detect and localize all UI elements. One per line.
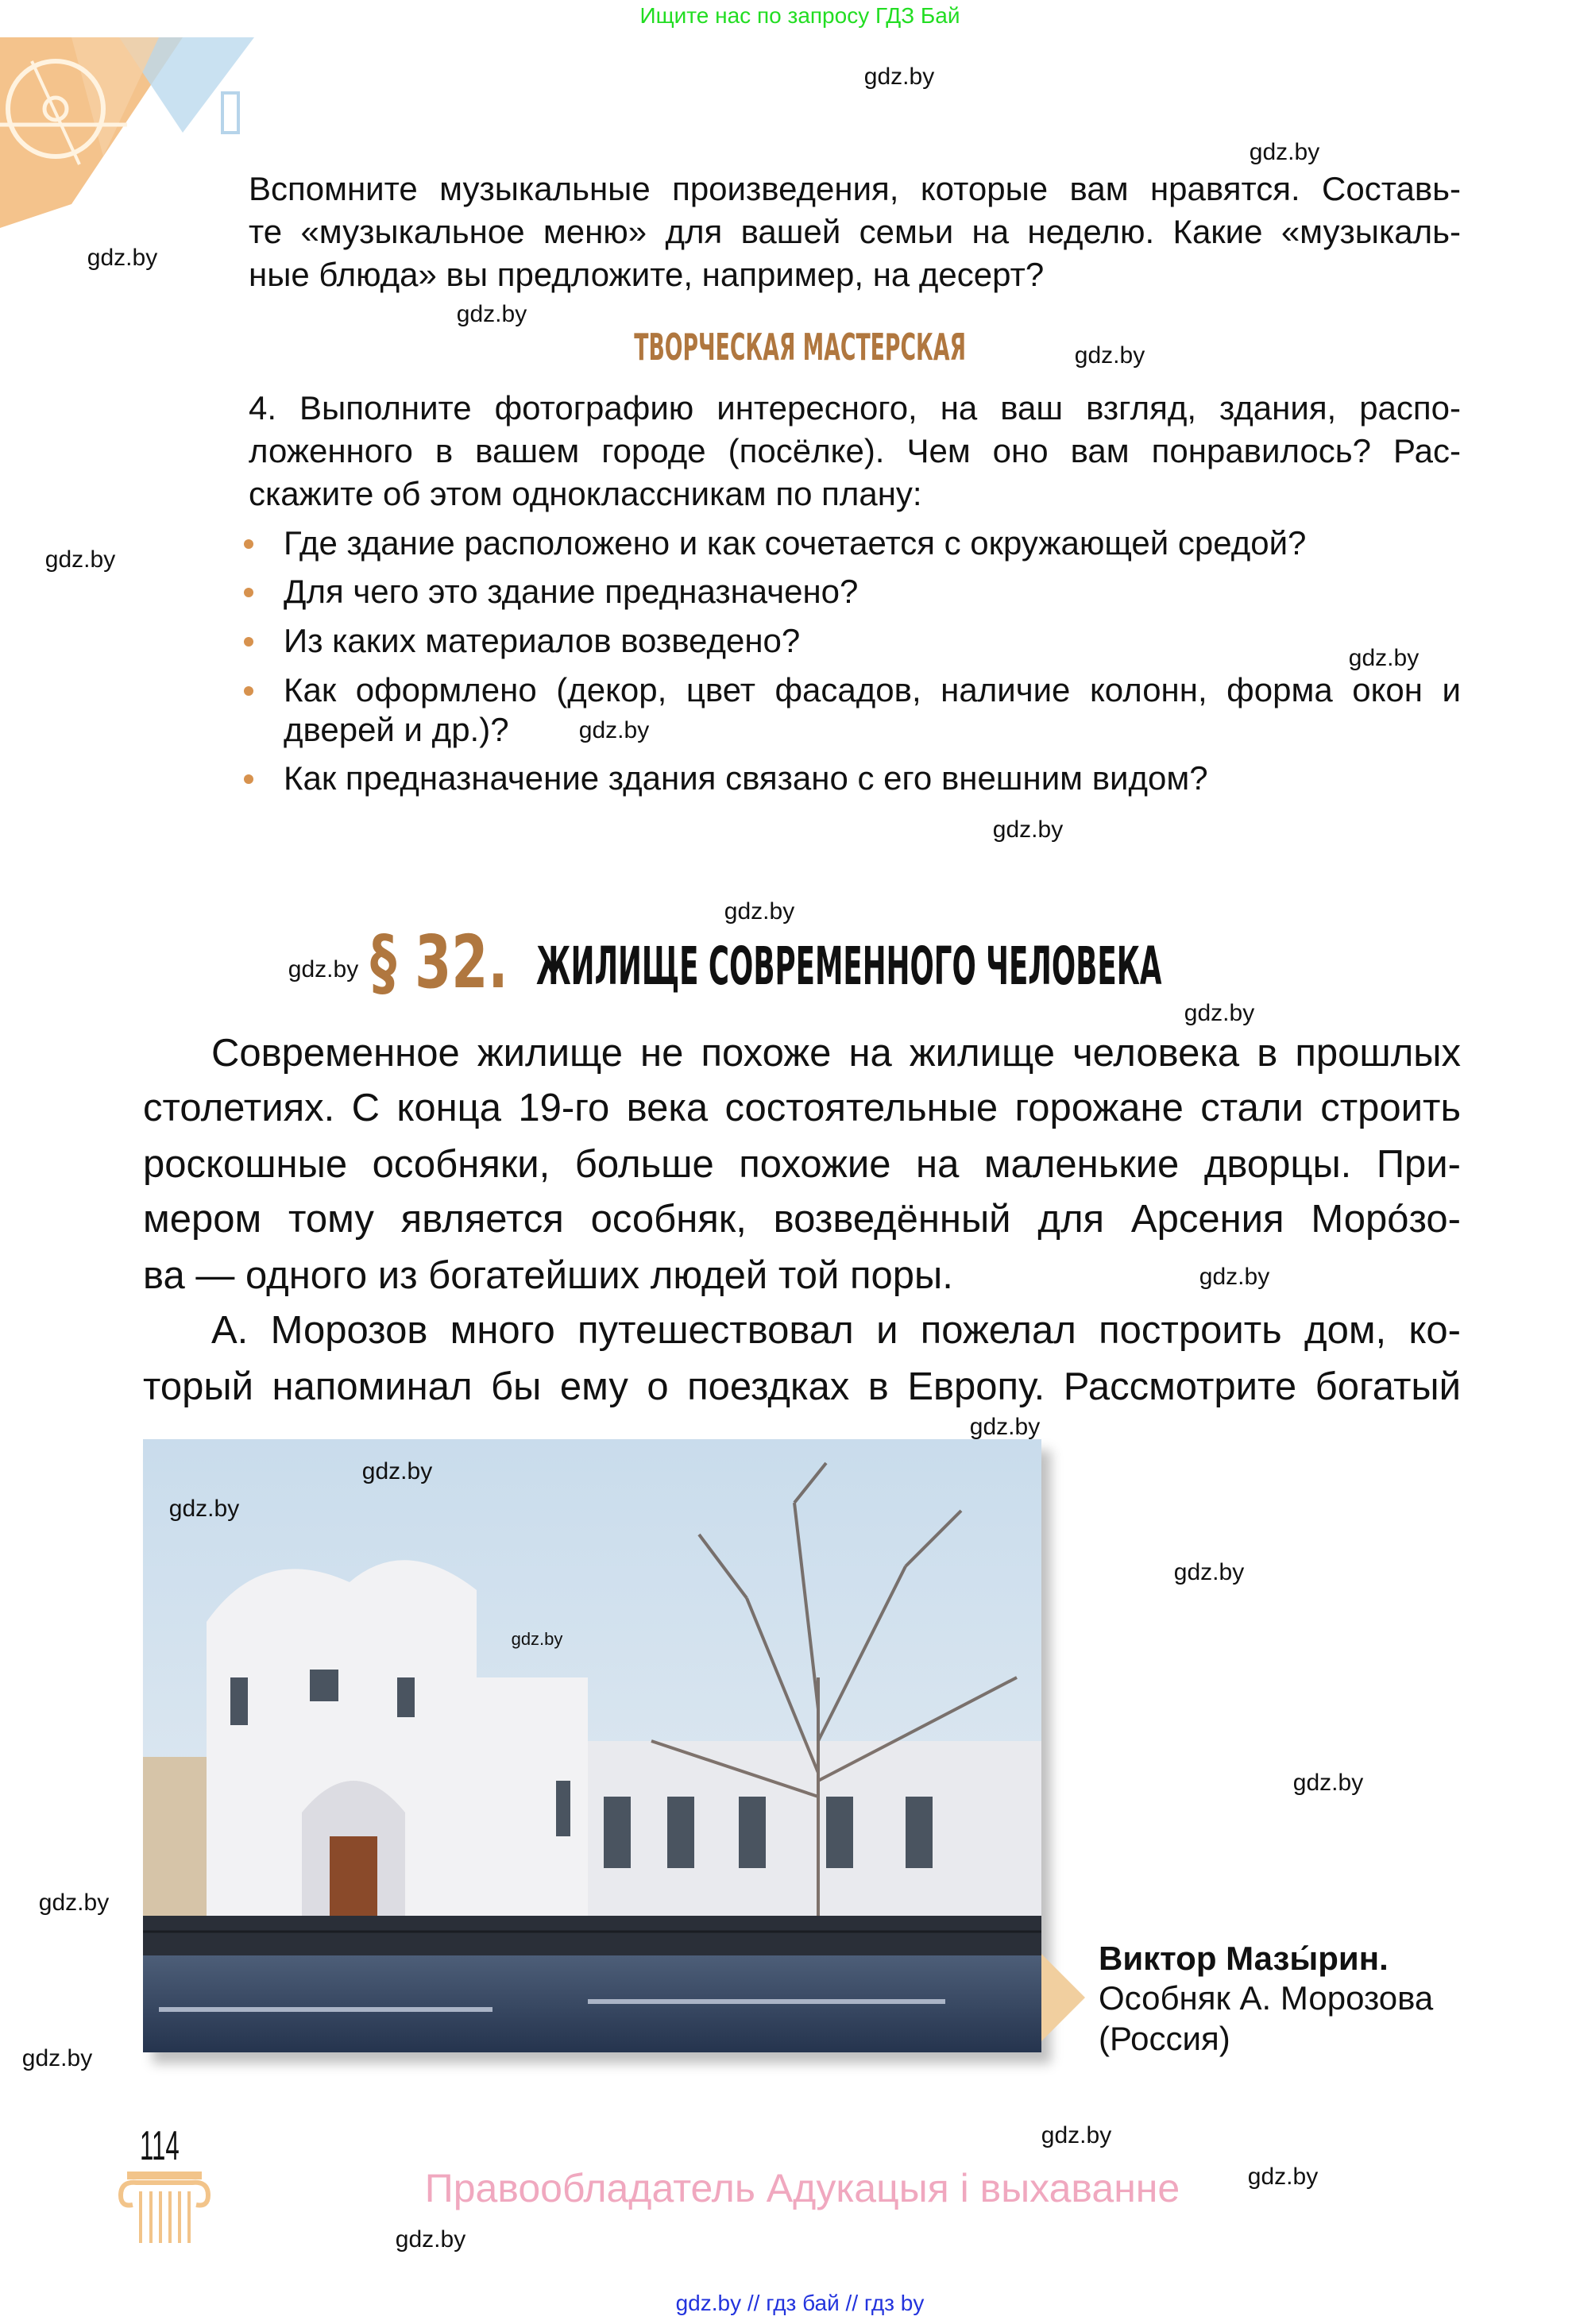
section-title	[536, 936, 1576, 997]
intro-line: те «музыкальное меню» для вашей семьи на неделю. Какие «музыкаль-	[249, 213, 1461, 250]
bullet-item: Из каких материалов возведено?	[284, 622, 801, 659]
footer-link-gdz-by[interactable]: gdz.by	[675, 2291, 742, 2315]
watermark: gdz.by	[992, 816, 1064, 843]
watermark: gdz.by	[38, 1890, 110, 1916]
body-line: роскошные особняки, больше похожие на маленькие дворцы. При-	[143, 1143, 1461, 1186]
watermark: gdz.by	[1041, 2122, 1112, 2148]
bullet-icon	[244, 774, 253, 784]
footer-separator: //	[747, 2291, 760, 2315]
watermark: gdz.by	[395, 2226, 466, 2253]
watermark: gdz.by	[1247, 2164, 1319, 2190]
watermark: gdz.by	[1199, 1264, 1270, 1290]
workshop-heading-text: ТВОРЧЕСКАЯ МАСТЕРСКАЯ	[634, 326, 966, 369]
caption-title: Особняк А. Морозова	[1099, 1979, 1434, 2017]
corner-ornament-icon	[0, 37, 262, 260]
copyright-notice: Правообладатель Адукацыя і выхаванне	[424, 2166, 1180, 2210]
footer-link-gdz-bai[interactable]: гдз бай	[766, 2291, 840, 2315]
watermark: gdz.by	[863, 64, 935, 90]
caption-country: (Россия)	[1099, 2020, 1230, 2057]
body-line: А. Морозов много путешествовал и пожелал построить дом, ко-	[211, 1309, 1461, 1352]
task-line: ложенного в вашем городе (посёлке). Чем оно вам понравилось? Рас-	[249, 432, 1461, 469]
watermark: gdz.by	[511, 1629, 563, 1649]
section-title-text: ЖИЛИЩЕ СОВРЕМЕННОГО ЧЕЛОВЕКА	[536, 936, 1162, 997]
watermark: gdz.by	[21, 2045, 93, 2071]
watermark: gdz.by	[1348, 645, 1420, 671]
bullet-icon	[244, 686, 253, 696]
body-line: ва — одного из богатейших людей той поры.	[143, 1254, 953, 1297]
bullet-icon	[244, 539, 253, 549]
watermark: gdz.by	[1173, 1559, 1245, 1585]
body-line: торый напоминал бы ему о поездках в Европу. Рассмотрите богатый	[143, 1365, 1461, 1408]
task-line: скажите об этом одноклассникам по плану:	[249, 475, 922, 512]
watermark: gdz.by	[288, 956, 359, 982]
page-number-text: 114	[140, 2123, 180, 2169]
watermark: gdz.by	[87, 245, 158, 271]
top-banner[interactable]: Ищите нас по запросу ГДЗ Бай	[639, 3, 960, 28]
workshop-heading	[0, 326, 1576, 369]
body-line: столетиях. С конца 19-го века состоятельные горожане стали строить	[143, 1087, 1461, 1129]
page-number	[140, 2122, 206, 2170]
watermark: gdz.by	[456, 301, 527, 327]
watermark: gdz.by	[1184, 1000, 1255, 1026]
watermark: gdz.by	[969, 1414, 1041, 1440]
footer-link-gdz-by-cyr[interactable]: гдз by	[863, 2291, 925, 2315]
watermark: gdz.by	[361, 1458, 433, 1484]
footer-links	[0, 2291, 1576, 2316]
intro-line: ные блюда» вы предложите, например, на десерт?	[249, 256, 1045, 293]
watermark: gdz.by	[44, 546, 116, 573]
caption-author: Виктор Мазы́рин.	[1099, 1940, 1389, 1977]
bullet-icon	[244, 637, 253, 647]
bullet-item: Для чего это здание предназначено?	[284, 573, 859, 610]
section-heading	[370, 920, 562, 1005]
watermark: gdz.by	[578, 717, 650, 743]
caption-arrow-icon	[1041, 1954, 1089, 2041]
watermark: gdz.by	[1292, 1770, 1364, 1796]
section-number: § 32.	[370, 920, 508, 1005]
body-line: мером тому является особняк, возведённый для Арсения Моро́зо-	[143, 1198, 1461, 1241]
body-line: Современное жилище не похоже на жилище человека в прошлых	[211, 1032, 1461, 1075]
task-line: 4. Выполните фотографию интересного, на ваш взгляд, здания, распо-	[249, 389, 1461, 427]
watermark: gdz.by	[724, 898, 795, 925]
watermark: gdz.by	[1249, 139, 1320, 165]
bullet-icon	[244, 588, 253, 597]
bullet-item-cont: дверей и др.)?	[284, 711, 509, 748]
morozov-mansion-photo	[143, 1439, 1041, 2052]
watermark: gdz.by	[168, 1496, 240, 1522]
bullet-item: Как оформлено (декор, цвет фасадов, наличие колонн, форма окон и	[284, 671, 1461, 708]
bullet-item: Где здание расположено и как сочетается с окружающей средой?	[284, 524, 1307, 562]
intro-line: Вспомните музыкальные произведения, которые вам нравятся. Составь-	[249, 170, 1461, 207]
watermark: gdz.by	[1074, 342, 1145, 369]
footer-separator: //	[845, 2291, 859, 2315]
bullet-item: Как предназначение здания связано с его внешним видом?	[284, 759, 1208, 797]
